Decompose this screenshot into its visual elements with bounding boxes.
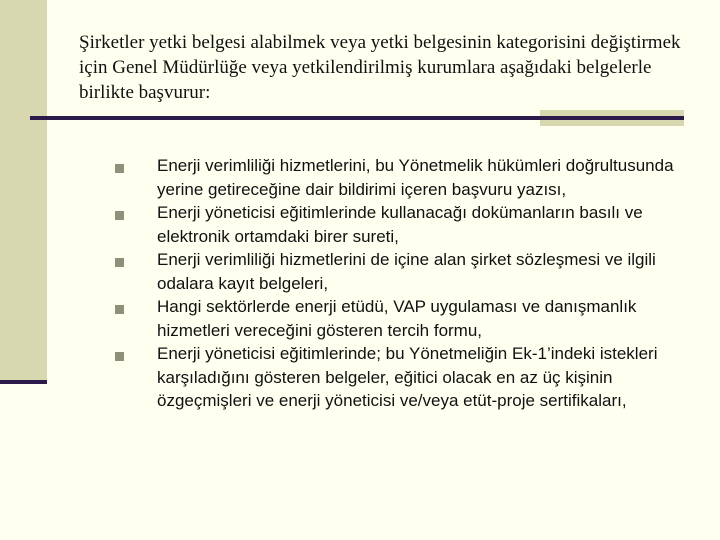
square-bullet-icon bbox=[115, 164, 124, 173]
bullet-item bbox=[112, 248, 692, 295]
left-accent-line bbox=[0, 380, 47, 384]
bullet-item bbox=[112, 154, 692, 201]
square-bullet-icon bbox=[115, 352, 124, 361]
bullet-item bbox=[112, 295, 692, 342]
bullet-text: Hangi sektörlerde enerji etüdü, VAP uygulaması ve danışmanlık hizmetleri vereceğini gösteren tercih formu, bbox=[157, 297, 637, 340]
bullet-text: Enerji verimliliği hizmetlerini de içine alan şirket sözleşmesi ve ilgili odalara kayıt belgeleri, bbox=[157, 250, 656, 293]
square-bullet-icon bbox=[115, 305, 124, 314]
square-bullet-icon bbox=[115, 258, 124, 267]
title-divider bbox=[30, 116, 684, 120]
bullet-text: Enerji yöneticisi eğitimlerinde kullanacağı dokümanların basılı ve elektronik ortamdaki birer sureti, bbox=[157, 203, 643, 246]
bullet-list bbox=[112, 154, 692, 413]
bullet-item bbox=[112, 201, 692, 248]
square-bullet-icon bbox=[115, 211, 124, 220]
bullet-text: Enerji verimliliği hizmetlerini, bu Yönetmelik hükümleri doğrultusunda yerine getireceğine dair bildirimi içeren başvuru yazısı, bbox=[157, 156, 674, 199]
bullet-item bbox=[112, 342, 692, 413]
left-accent-bar bbox=[0, 0, 47, 381]
slide-title: Şirketler yetki belgesi alabilmek veya yetki belgesinin kategorisini değiştirmek için Genel Müdürlüğe veya yetkilendirilmiş kurumlara aşağıdaki belgelerle birlikte başvurur: bbox=[79, 32, 681, 103]
bullet-text: Enerji yöneticisi eğitimlerinde; bu Yönetmeliğin Ek-1’indeki istekleri karşıladığını gösteren belgeler, eğitici olacak en az üç kişinin özgeçmişleri ve enerji yöneticisi ve/veya etüt-proje sertifikaları, bbox=[157, 344, 658, 410]
